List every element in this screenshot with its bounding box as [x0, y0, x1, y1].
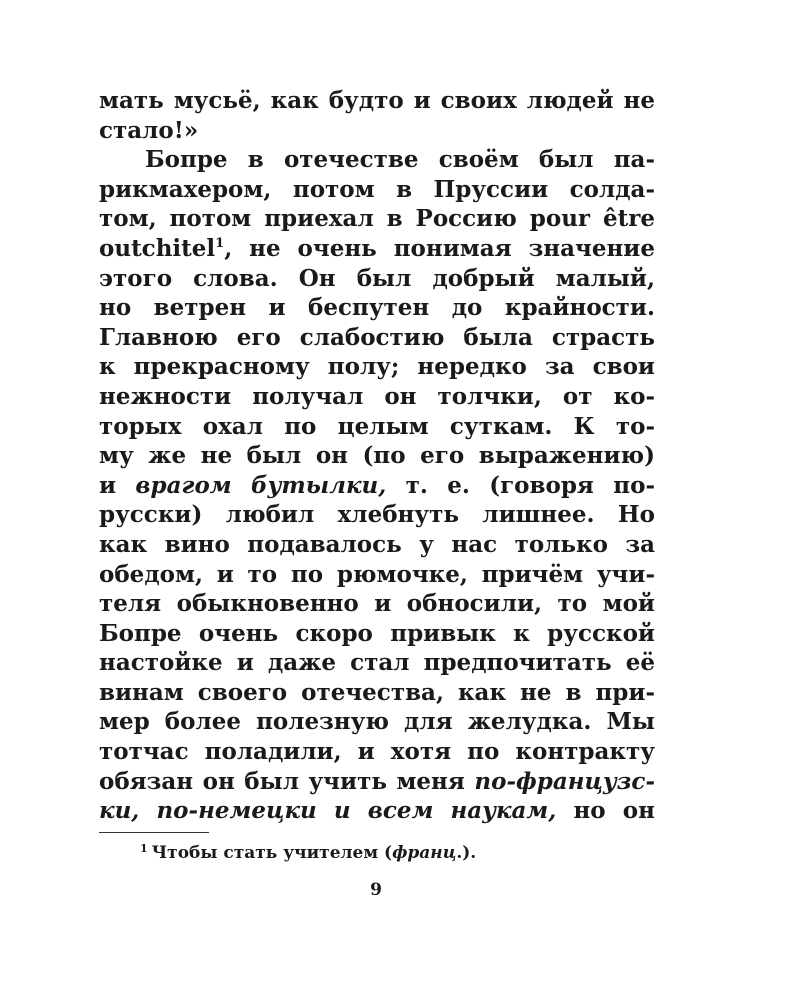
footnote-divider: [99, 832, 209, 833]
italic-phrase: врагом бутылки,: [135, 471, 387, 499]
text-line: мать мусьё, как будто и своих людей не: [99, 87, 655, 114]
text-line: как вино подавалось у нас только за: [99, 530, 655, 558]
text-line: обедом, и то по рюмочке, причём учи-: [99, 560, 655, 588]
text-line: стало!»: [99, 116, 199, 144]
paragraph-start-line: Бопре в отечестве своём был па-: [145, 146, 655, 174]
text-line: ки, по-немецки и всем наукам, но он: [99, 797, 655, 825]
text-line: но ветрен и беспутен до крайности.: [99, 294, 655, 322]
text-line: этого слова. Он был добрый малый,: [99, 264, 655, 292]
text-line: outchitel$^1$, не очень понимая значение: [99, 234, 655, 262]
footnote-reference: 1: [215, 235, 225, 251]
text-line: Главною его слабостию была страсть: [99, 323, 655, 351]
text-line: русски) любил хлебнуть лишнее. Но: [99, 501, 655, 529]
footnote: $^1$ Чтобы стать учителем (франц.).: [140, 842, 477, 863]
text-line: мер более полезную для желудка. Мы: [99, 708, 655, 736]
text-line: том, потом приехал в Россию pour être: [99, 205, 655, 233]
text-line: настойке и даже стал предпочитать её: [99, 649, 655, 677]
text-line: обязан он был учить меня по-французс-: [99, 767, 655, 795]
italic-phrase: ки, по-немецки и всем наукам,: [99, 797, 557, 825]
text-line: к прекрасному полу; нередко за свои: [99, 353, 655, 381]
text-line: и врагом бутылки, т. е. (говоря по-: [99, 471, 655, 499]
page-number: 9: [370, 880, 382, 900]
text-line: му же не был он (по его выражению): [99, 442, 655, 470]
text-line: тотчас поладили, и хотя по контракту: [99, 738, 655, 766]
italic-abbreviation: франц: [392, 843, 457, 863]
text-line: Бопре очень скоро привык к русской: [99, 619, 655, 647]
text-line: нежности получал он толчки, от ко-: [99, 382, 655, 410]
italic-phrase: по-французс-: [474, 767, 655, 795]
text-line: торых охал по целым суткам. К то-: [99, 412, 655, 440]
text-line: винам своего отечества, как не в при-: [99, 678, 655, 706]
footnote-marker: 1: [140, 842, 148, 855]
text-line: теля обыкновенно и обносили, то мой: [99, 590, 655, 618]
main-text: [99, 86, 655, 826]
text-line: рикмахером, потом в Пруссии солда-: [99, 175, 655, 203]
